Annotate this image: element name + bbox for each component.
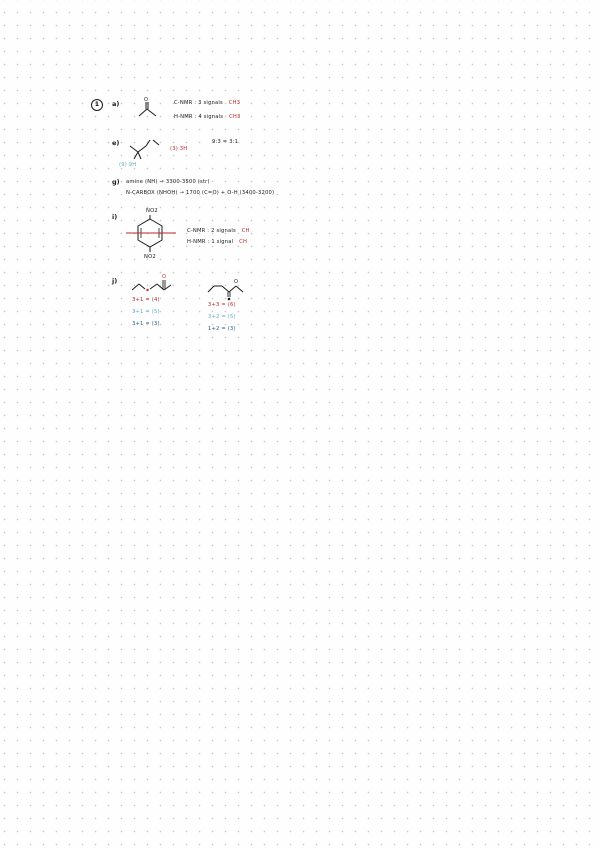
part-e-bond xyxy=(134,152,138,159)
part-a-h1-note: CH3 xyxy=(229,114,241,120)
part-j-right-row-2: 3+2 = (5) xyxy=(208,314,236,320)
part-j-left-bond xyxy=(132,284,139,290)
part-j-right-bond xyxy=(229,286,236,292)
part-j-right-oxygen-label: O xyxy=(234,279,238,285)
part-i-label: i) xyxy=(112,213,118,221)
part-a-c13-note: CH3 xyxy=(228,100,241,106)
part-i-c13-note: CH xyxy=(241,228,250,234)
part-j-left-structure xyxy=(128,270,180,296)
question-number-badge: 1 xyxy=(91,99,103,111)
part-a-oxygen-label: O xyxy=(144,97,148,103)
part-g-label: g) xyxy=(112,178,120,186)
part-j-label: j) xyxy=(112,277,118,285)
part-i-top-substituent: NO2 xyxy=(146,208,158,214)
part-j-right-structure xyxy=(202,270,254,304)
part-e-9h-note: (9) 9H xyxy=(119,162,137,168)
part-j-left-ester-oxygen xyxy=(146,289,148,291)
part-i-bottom-substituent: NO2 xyxy=(144,254,156,260)
part-a-label: a) xyxy=(112,100,120,108)
part-i-h1-note: CH xyxy=(239,239,248,245)
part-e-structure xyxy=(126,132,166,166)
part-g-line-1: amine (NH) → 3300-3500 (str) xyxy=(126,179,210,185)
part-a-bond xyxy=(139,109,147,116)
part-j-right-row-1: 3+3 = (6) xyxy=(208,302,236,308)
part-j-right-bond xyxy=(208,286,214,292)
part-a-h1-line xyxy=(174,114,240,120)
part-j-left-row-2: 3+1 = (5) xyxy=(132,309,160,315)
part-j-left-row-1: 3+1 = (4) xyxy=(132,297,160,303)
part-a-structure xyxy=(136,96,166,126)
part-j-left-oxygen-label: O xyxy=(162,274,166,280)
part-i-h1-text: H-NMR : 1 signal xyxy=(187,239,234,245)
part-e-3h-note: (3) 3H xyxy=(170,146,188,152)
part-e-bond xyxy=(130,146,138,152)
part-j-right-carbonyl-oxygen xyxy=(228,298,231,301)
part-i-h1-line xyxy=(187,239,247,245)
part-j-right-bond xyxy=(236,286,243,292)
part-e-bond xyxy=(153,140,159,145)
part-g-line-2: N-CARBOX (NHOH) → 1700 (C=O) + O-H (3400-3200) xyxy=(126,190,275,196)
part-i-c13-text: C-NMR : 2 signals xyxy=(187,228,236,234)
part-j-right-bond xyxy=(222,286,229,292)
part-j-left-bond xyxy=(150,284,157,289)
part-i-c13-line xyxy=(187,228,250,234)
part-j-left-bond xyxy=(139,284,145,289)
part-i-ring xyxy=(124,215,184,259)
part-a-bond xyxy=(147,109,156,116)
part-j-left-row-3: 3+1 = (3) xyxy=(132,321,160,327)
part-j-right-row-3: 1+2 = (3) xyxy=(208,326,236,332)
part-a-c13-text: C-NMR : 3 signals xyxy=(174,100,223,106)
part-e-bond xyxy=(146,140,150,146)
part-e-bond xyxy=(138,152,141,159)
part-a-c13-line xyxy=(174,100,240,106)
part-e-ratio: 9:3 = 3:1 xyxy=(212,139,239,145)
part-e-bond xyxy=(138,146,146,152)
part-a-h1-text: H-NMR : 4 signals xyxy=(174,114,224,120)
part-e-label: e) xyxy=(112,139,120,147)
